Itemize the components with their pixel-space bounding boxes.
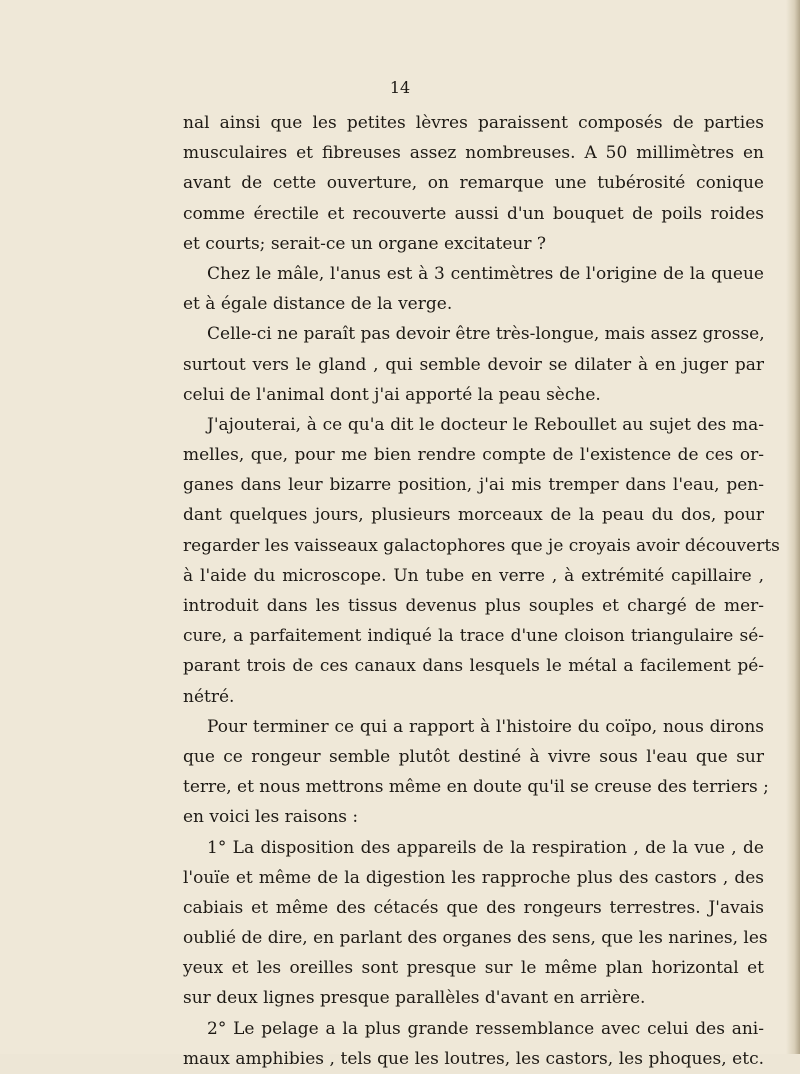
text-line: comme érectile et recouverte aussi d'un bouquet de poils roides [183,203,764,224]
text-line: et courts; serait-ce un organe excitateur ? [183,233,547,254]
text-line: surtout vers le gland , qui semble devoir se dilater à en juger par [183,354,764,375]
text-line: que ce rongeur semble plutôt destiné à vivre sous l'eau que sur [183,746,764,767]
text-line: J'ajouterai, à ce qu'a dit le docteur le Reboullet au sujet des ma- [207,414,764,435]
text-line: introduit dans les tissus devenus plus souples et chargé de mer- [183,596,764,616]
text-line: Chez le mâle, l'anus est à 3 centimètres de l'origine de la queue [207,263,764,284]
text-line: nétré. [183,686,235,707]
text-line: Pour terminer ce qui a rapport à l'histoire du coïpo, nous dirons [207,716,764,737]
text-line: musculaires et fibreuses assez nombreuses. A 50 millimètres en [183,143,764,164]
text-line: et à égale distance de la verge. [183,294,453,315]
text-line: ganes dans leur bizarre position, j'ai mis tremper dans l'eau, pen- [183,475,764,496]
text-line: celui de l'animal dont j'ai apporté la peau sèche. [183,384,601,405]
text-line: en voici les raisons : [183,807,359,828]
text-line: cure, a parfaitement indiqué la trace d'une cloison triangulaire sé- [183,626,764,647]
text-line: Celle-ci ne paraît pas devoir être très-longue, mais assez grosse, [207,324,765,345]
text-line: melles, que, pour me bien rendre compte de l'existence de ces or- [183,445,764,466]
text-line: 1° La disposition des appareils de la respiration , de la vue , de [207,837,764,858]
text-line: terre, et nous mettrons même en doute qu'il se creuse des terriers ; [183,777,769,798]
page-edge-shadow [786,0,800,1054]
text-line: maux amphibies , tels que les loutres, les castors, les phoques, etc. [183,1048,764,1069]
text-line: parant trois de ces canaux dans lesquels le métal a facilement pé- [183,656,764,677]
body-text [183,108,780,1074]
text-line: avant de cette ouverture, on remarque une tubérosité conique [183,173,764,194]
text-line: yeux et les oreilles sont presque sur le même plan horizontal et [183,958,764,979]
text-line: 2° Le pelage a la plus grande ressemblance avec celui des ani- [207,1018,764,1039]
page-number: 14 [389,78,411,97]
text-line: à l'aide du microscope. Un tube en verre , à extrémité capillaire , [183,565,764,586]
text-line: regarder les vaisseaux galactophores que je croyais avoir découverts [183,535,780,556]
text-line: sur deux lignes presque parallèles d'avant en arrière. [183,988,646,1009]
text-line: oublié de dire, en parlant des organes des sens, que les narines, les [183,928,768,949]
text-line: l'ouïe et même de la digestion les rapproche plus des castors , des [183,867,764,888]
text-line: nal ainsi que les petites lèvres paraissent composés de parties [183,113,764,133]
text-line: cabiais et même des cétacés que des rongeurs terrestres. J'avais [183,897,764,918]
text-line: dant quelques jours, plusieurs morceaux de la peau du dos, pour [183,505,764,526]
